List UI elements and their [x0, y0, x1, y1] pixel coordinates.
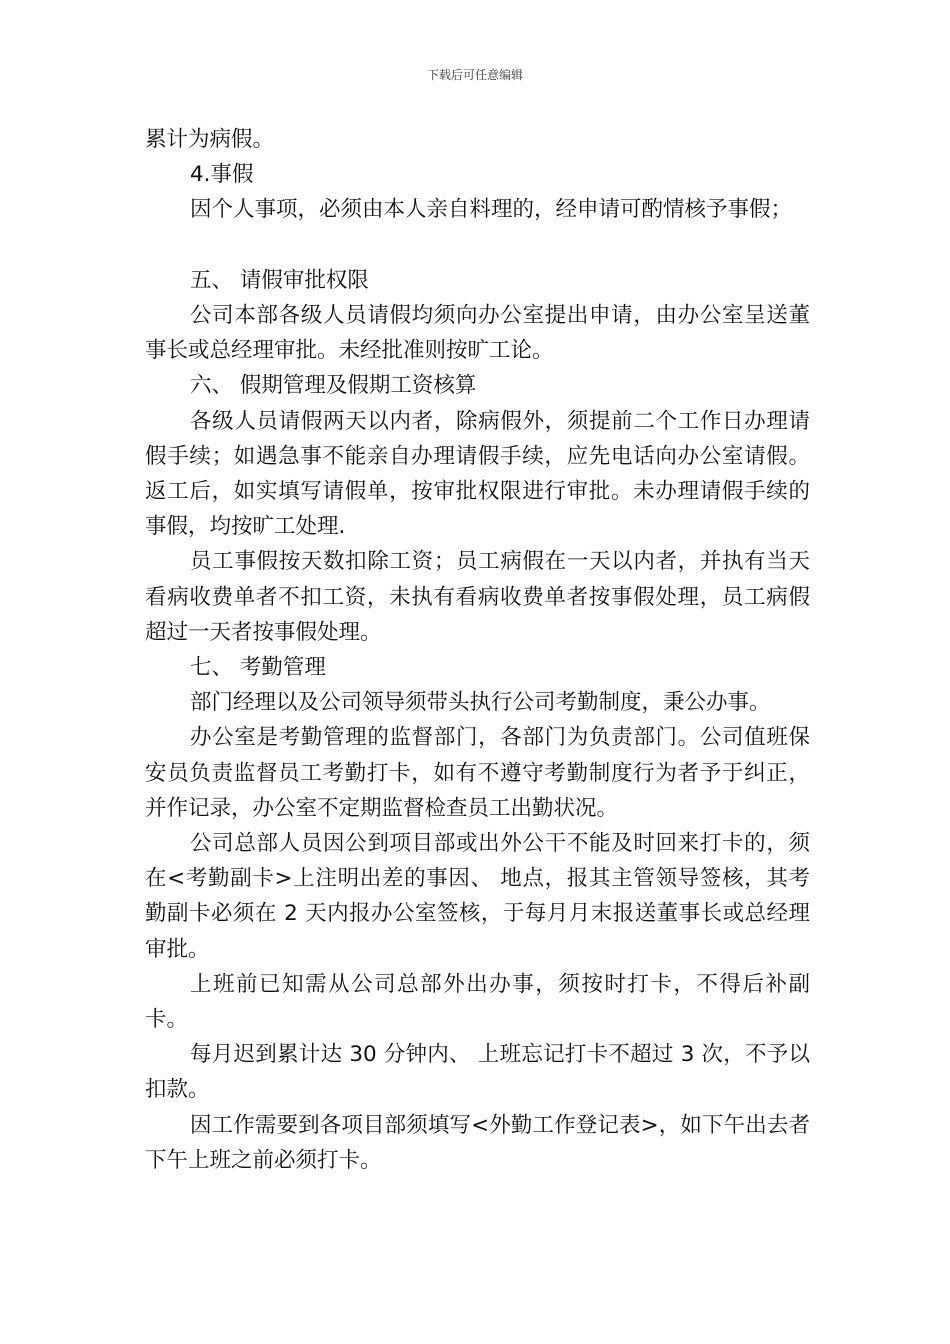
paragraph: 4.事假	[190, 162, 254, 188]
blank-line	[145, 228, 810, 263]
section-heading: 五、 请假审批权限	[190, 267, 369, 293]
paragraph: 每月迟到累计达 30 分钟内、 上班忘记打卡不超过 3 次，不予以扣款。	[145, 1042, 810, 1103]
paragraph: 公司总部人员因公到项目部或出外公干不能及时回来打卡的，须在<考勤副卡>上注明出差的事因、 地点，报其主管领导签核，其考勤副卡必须在 2 天内报办公室签核，于每月月末报送董事长或总经理审批。	[145, 831, 810, 962]
paragraph: 因工作需要到各项目部须填写<外勤工作登记表>，如下午出去者下午上班之前必须打卡。	[145, 1112, 810, 1173]
paragraph: 办公室是考勤管理的监督部门，各部门为负责部门。公司值班保安员负责监督员工考勤打卡，如有不遵守考勤制度行为者予于纠正，并作记录，办公室不定期监督检查员工出勤状况。	[145, 725, 810, 821]
paragraph: 公司本部各级人员请假均须向办公室提出申请，由办公室呈送董事长或总经理审批。未经批准则按旷工论。	[145, 303, 810, 364]
paragraph: 各级人员请假两天以内者，除病假外，须提前二个工作日办理请假手续；如遇急事不能亲自办理请假手续，应先电话向办公室请假。返工后，如实填写请假单，按审批权限进行审批。未办理请假手续的事假，均按旷工处理.	[145, 408, 810, 540]
page-header: 下载后可任意编辑	[426, 68, 523, 82]
paragraph: 累计为病假。	[145, 127, 275, 152]
paragraph: 员工事假按天数扣除工资；员工病假在一天以内者，并执有当天看病收费单者不扣工资，未执有看病收费单者按事假处理，员工病假超过一天者按事假处理。	[145, 549, 810, 645]
section-heading: 六、 假期管理及假期工资核算	[190, 373, 477, 399]
section-heading: 七、 考勤管理	[190, 655, 326, 681]
paragraph: 因个人事项，必须由本人亲自料理的，经申请可酌情核予事假；	[190, 197, 793, 223]
paragraph: 上班前已知需从公司总部外出办事，须按时打卡，不得后补副卡。	[145, 971, 810, 1033]
paragraph: 部门经理以及公司领导须带头执行公司考勤制度，秉公办事。	[190, 690, 771, 716]
document-body	[145, 122, 810, 1178]
